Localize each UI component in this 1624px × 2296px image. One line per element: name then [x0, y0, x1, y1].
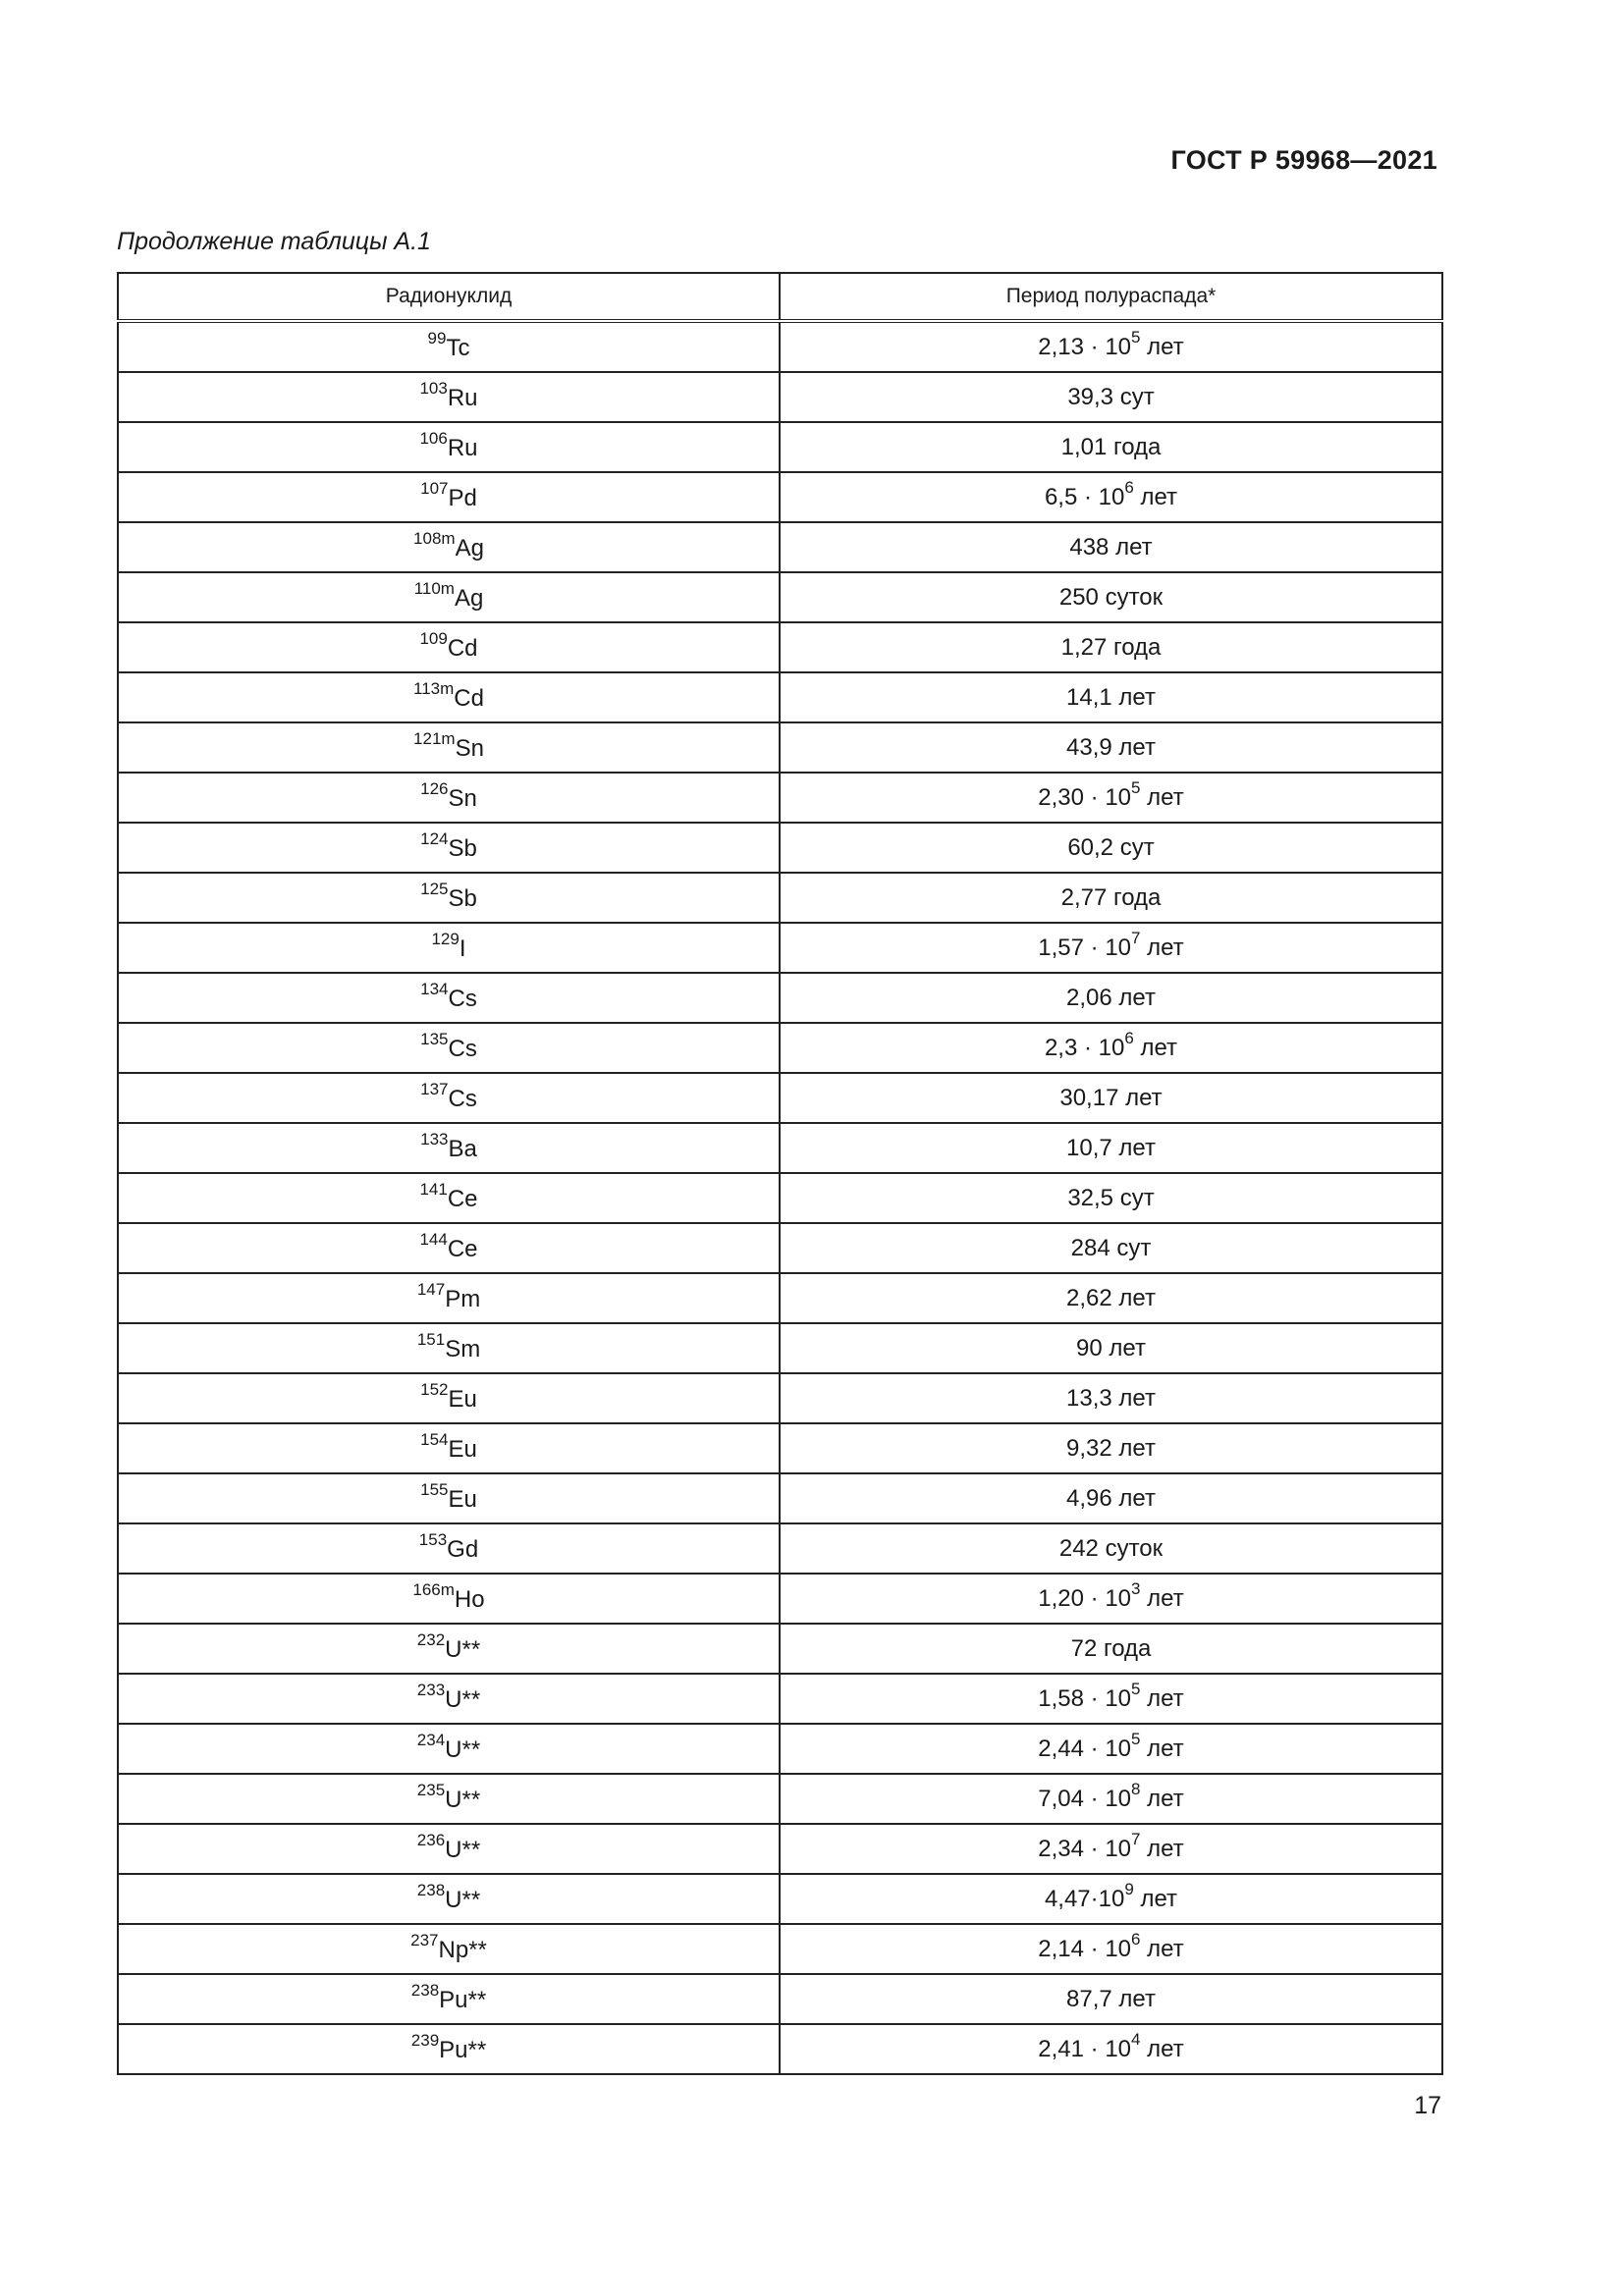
element-symbol: Sb: [448, 834, 477, 862]
mass-number: 121m: [413, 728, 456, 748]
mass-number: 134: [420, 979, 449, 998]
power-base: 10: [1105, 1584, 1132, 1612]
half-life-exponent: 8: [1131, 1779, 1141, 1798]
table-row: [118, 1123, 1442, 1173]
table-row: [118, 1824, 1442, 1874]
table-row: [118, 973, 1442, 1023]
table-row: [118, 1273, 1442, 1323]
radionuclide-cell: [118, 1774, 780, 1824]
half-life-exponent: 5: [1131, 1679, 1141, 1698]
column-header-half-life: Период полураспада*: [780, 273, 1442, 321]
power-base: 10: [1105, 783, 1132, 811]
half-life-exponent: 5: [1131, 777, 1141, 797]
document-code: ГОСТ Р 59968—2021: [1170, 145, 1437, 175]
mass-number: 233: [416, 1680, 446, 1699]
radionuclide-cell: [118, 1223, 780, 1273]
half-life-cell: [780, 1073, 1442, 1123]
half-life-exponent: 6: [1124, 477, 1134, 497]
radionuclide-cell: [118, 1874, 780, 1924]
element-symbol: U**: [445, 1685, 481, 1713]
mass-number: 107: [420, 478, 449, 498]
radionuclide-cell: [118, 1023, 780, 1073]
half-life-cell: [780, 422, 1442, 472]
half-life-cell: [780, 1724, 1442, 1774]
mass-number: 106: [419, 428, 448, 448]
multiplication-dot: ·: [1084, 333, 1106, 360]
multiplication-dot: ·: [1084, 1835, 1106, 1862]
half-life-unit: лет: [1140, 483, 1178, 510]
half-life-mantissa: 1,57: [1038, 934, 1084, 961]
mass-number: 239: [410, 2030, 440, 2050]
half-life-value: 284 сут: [1070, 1234, 1152, 1261]
half-life-cell: [780, 1624, 1442, 1674]
half-life-mantissa: 2,44: [1038, 1735, 1084, 1762]
half-life-cell: [780, 672, 1442, 722]
mass-number: 234: [416, 1730, 446, 1749]
table-header-row: [118, 273, 1442, 321]
power-base: 10: [1105, 1785, 1132, 1812]
element-symbol: Ho: [454, 1585, 485, 1613]
half-life-exponent: 3: [1131, 1578, 1141, 1598]
table-row: [118, 672, 1442, 722]
half-life-cell: [780, 873, 1442, 923]
half-life-exponent: 5: [1131, 1729, 1141, 1748]
half-life-unit: лет: [1147, 934, 1184, 961]
half-life-value: 32,5 сут: [1067, 1184, 1155, 1211]
radionuclide-cell: [118, 472, 780, 522]
half-life-cell: [780, 923, 1442, 973]
radionuclide-cell: [118, 1924, 780, 1974]
table-row: [118, 321, 1442, 372]
half-life-cell: [780, 1824, 1442, 1874]
element-symbol: Sn: [448, 784, 477, 812]
power-base: 10: [1098, 1885, 1125, 1912]
element-symbol: U**: [445, 1786, 481, 1813]
half-life-cell: [780, 321, 1442, 372]
radionuclide-cell: [118, 522, 780, 572]
half-life-cell: [780, 1974, 1442, 2024]
table-row: [118, 2024, 1442, 2074]
mass-number: 124: [420, 828, 449, 848]
mass-number: 108m: [413, 528, 456, 548]
radionuclide-cell: [118, 1273, 780, 1323]
table-row: [118, 823, 1442, 873]
power-base: 10: [1105, 1684, 1132, 1712]
half-life-mantissa: 1,20: [1038, 1584, 1084, 1612]
half-life-exponent: 4: [1131, 2029, 1141, 2049]
half-life-value: 72 года: [1070, 1634, 1152, 1662]
half-life-mantissa: 2,13: [1038, 333, 1084, 360]
table-row: [118, 1574, 1442, 1624]
mass-number: 151: [416, 1329, 446, 1349]
half-life-unit: лет: [1140, 1034, 1178, 1061]
half-life-value: 60,2 сут: [1067, 833, 1155, 861]
radionuclide-cell: [118, 1824, 780, 1874]
half-life-mantissa: 2,3: [1044, 1034, 1078, 1061]
mass-number: 155: [420, 1479, 449, 1499]
power-base: 10: [1105, 1835, 1132, 1862]
half-life-mantissa: 2,30: [1038, 783, 1084, 811]
element-symbol: U**: [445, 1635, 481, 1663]
half-life-exponent: 6: [1124, 1028, 1134, 1047]
radionuclide-cell: [118, 873, 780, 923]
half-life-value: 242 суток: [1058, 1534, 1164, 1562]
multiplication-dot: ·: [1084, 1584, 1106, 1612]
power-base: 10: [1105, 934, 1132, 961]
table-row: [118, 1073, 1442, 1123]
mass-number: 237: [410, 1930, 439, 1949]
radionuclide-cell: [118, 321, 780, 372]
radionuclide-cell: [118, 773, 780, 823]
radionuclide-cell: [118, 1073, 780, 1123]
element-symbol: Sb: [448, 884, 477, 912]
multiplication-dot: ·: [1084, 2035, 1106, 2062]
radionuclide-cell: [118, 1724, 780, 1774]
radionuclide-cell: [118, 622, 780, 672]
table-row: [118, 572, 1442, 622]
mass-number: 166m: [412, 1579, 455, 1599]
half-life-unit: лет: [1147, 783, 1184, 811]
multiplication-dot: ·: [1077, 1034, 1099, 1061]
half-life-cell: [780, 2024, 1442, 2074]
half-life-cell: [780, 1924, 1442, 1974]
table-continuation-caption: Продолжение таблицы А.1: [117, 228, 431, 255]
half-life-cell: [780, 522, 1442, 572]
half-life-cell: [780, 1123, 1442, 1173]
table-row: [118, 1023, 1442, 1073]
element-symbol: Cs: [448, 985, 477, 1012]
mass-number: 129: [431, 929, 460, 948]
mass-number: 103: [419, 378, 448, 398]
half-life-unit: лет: [1147, 1785, 1184, 1812]
half-life-value: 87,7 лет: [1066, 1985, 1156, 2012]
multiplication-dot: ·: [1084, 1785, 1106, 1812]
radionuclide-cell: [118, 1523, 780, 1574]
element-symbol: Cs: [448, 1085, 477, 1112]
element-symbol: Eu: [448, 1385, 477, 1413]
half-life-unit: лет: [1147, 1835, 1184, 1862]
radionuclide-cell: [118, 1173, 780, 1223]
half-life-mantissa: 6,5: [1044, 483, 1078, 510]
power-base: 10: [1105, 2035, 1132, 2062]
mass-number: 110m: [413, 578, 455, 598]
half-life-value: 2,06 лет: [1066, 984, 1156, 1011]
half-life-value: 13,3 лет: [1066, 1384, 1156, 1412]
mass-number: 125: [420, 879, 449, 898]
radionuclide-cell: [118, 672, 780, 722]
element-symbol: Pu**: [439, 2036, 487, 2063]
table-row: [118, 722, 1442, 773]
mass-number: 153: [418, 1529, 448, 1549]
mass-number: 152: [420, 1379, 449, 1399]
radionuclide-cell: [118, 372, 780, 422]
power-base: 10: [1105, 1735, 1132, 1762]
half-life-unit: лет: [1147, 1935, 1184, 1962]
element-symbol: Ru: [447, 434, 478, 461]
half-life-exponent: 6: [1131, 1929, 1141, 1949]
table-row: [118, 1674, 1442, 1724]
half-life-unit: лет: [1147, 333, 1184, 360]
half-life-exponent: 9: [1124, 1879, 1134, 1898]
half-life-value: 1,01 года: [1060, 433, 1162, 460]
radionuclide-cell: [118, 722, 780, 773]
element-symbol: U**: [445, 1886, 481, 1913]
multiplication-dot: ·: [1077, 483, 1099, 510]
radionuclide-cell: [118, 2024, 780, 2074]
element-symbol: Eu: [448, 1485, 477, 1513]
table-row: [118, 472, 1442, 522]
half-life-value: 2,62 лет: [1066, 1284, 1156, 1311]
multiplication-dot: ·: [1084, 1735, 1106, 1762]
half-life-cell: [780, 1373, 1442, 1423]
table-row: [118, 1774, 1442, 1824]
mass-number: 238: [410, 1980, 440, 2000]
half-life-cell: [780, 823, 1442, 873]
table-row: [118, 923, 1442, 973]
element-symbol: Ag: [455, 534, 484, 561]
multiplication-dot: ·: [1084, 1935, 1106, 1962]
element-symbol: Cd: [447, 634, 478, 662]
half-life-cell: [780, 722, 1442, 773]
half-life-exponent: 7: [1131, 1829, 1141, 1848]
table-row: [118, 1223, 1442, 1273]
mass-number: 109: [419, 628, 448, 648]
table-row: [118, 372, 1442, 422]
element-symbol: Sm: [445, 1335, 481, 1362]
mass-number: 133: [420, 1129, 449, 1148]
multiplication-dot: ·: [1090, 1885, 1099, 1912]
element-symbol: U**: [445, 1735, 481, 1763]
element-symbol: Sn: [455, 734, 484, 762]
element-symbol: I: [459, 934, 466, 962]
table-row: [118, 1974, 1442, 2024]
half-life-value: 10,7 лет: [1066, 1134, 1156, 1161]
table-row: [118, 1724, 1442, 1774]
mass-number: 126: [420, 778, 449, 798]
multiplication-dot: ·: [1084, 934, 1106, 961]
half-life-mantissa: 2,34: [1038, 1835, 1084, 1862]
element-symbol: Cs: [448, 1035, 477, 1062]
half-life-mantissa: 4,47: [1044, 1885, 1091, 1912]
element-symbol: Np**: [438, 1936, 487, 1963]
multiplication-dot: ·: [1084, 1684, 1106, 1712]
radionuclide-cell: [118, 1373, 780, 1423]
radionuclide-cell: [118, 422, 780, 472]
power-base: 10: [1105, 333, 1132, 360]
half-life-mantissa: 2,41: [1038, 2035, 1084, 2062]
element-symbol: Ce: [447, 1235, 478, 1262]
page-number: 17: [1414, 2092, 1441, 2119]
column-header-radionuclide: Радионуклид: [118, 273, 780, 321]
element-symbol: Pd: [448, 484, 477, 511]
table-row: [118, 773, 1442, 823]
half-life-unit: лет: [1140, 1885, 1178, 1912]
mass-number: 99: [427, 328, 447, 347]
half-life-cell: [780, 1173, 1442, 1223]
half-life-cell: [780, 1574, 1442, 1624]
table-row: [118, 1924, 1442, 1974]
half-life-cell: [780, 1674, 1442, 1724]
half-life-cell: [780, 773, 1442, 823]
element-symbol: Gd: [447, 1535, 479, 1563]
half-life-cell: [780, 1223, 1442, 1273]
radionuclide-cell: [118, 1123, 780, 1173]
half-life-cell: [780, 572, 1442, 622]
element-symbol: Tc: [446, 334, 470, 361]
radionuclide-cell: [118, 1423, 780, 1473]
radionuclide-cell: [118, 1574, 780, 1624]
table-body: [118, 321, 1442, 2074]
half-life-cell: [780, 973, 1442, 1023]
table-row: [118, 1473, 1442, 1523]
half-life-value: 2,77 года: [1060, 883, 1162, 911]
half-life-cell: [780, 372, 1442, 422]
half-life-cell: [780, 1023, 1442, 1073]
table-row: [118, 522, 1442, 572]
element-symbol: Ba: [448, 1135, 477, 1162]
element-symbol: Ce: [447, 1185, 478, 1212]
half-life-exponent: 7: [1131, 928, 1141, 947]
half-life-value: 43,9 лет: [1066, 733, 1156, 761]
half-life-unit: лет: [1147, 1584, 1184, 1612]
mass-number: 238: [416, 1880, 446, 1899]
half-life-cell: [780, 1523, 1442, 1574]
half-life-cell: [780, 1323, 1442, 1373]
half-life-cell: [780, 1423, 1442, 1473]
table-row: [118, 1523, 1442, 1574]
element-symbol: Pu**: [439, 1986, 487, 2013]
element-symbol: U**: [445, 1836, 481, 1863]
half-life-mantissa: 1,58: [1038, 1684, 1084, 1712]
power-base: 10: [1098, 483, 1125, 510]
radionuclide-cell: [118, 973, 780, 1023]
half-life-unit: лет: [1147, 1735, 1184, 1762]
radionuclide-cell: [118, 1974, 780, 2024]
mass-number: 113m: [413, 678, 455, 698]
radionuclide-cell: [118, 1624, 780, 1674]
mass-number: 236: [416, 1830, 446, 1849]
mass-number: 144: [419, 1229, 448, 1249]
half-life-cell: [780, 1473, 1442, 1523]
mass-number: 147: [416, 1279, 446, 1299]
table-row: [118, 1323, 1442, 1373]
mass-number: 137: [420, 1079, 449, 1098]
table-row: [118, 1624, 1442, 1674]
radionuclide-cell: [118, 1323, 780, 1373]
mass-number: 141: [419, 1179, 448, 1199]
table-row: [118, 1874, 1442, 1924]
element-symbol: Pm: [445, 1285, 481, 1312]
half-life-value: 438 лет: [1069, 533, 1153, 561]
element-symbol: Ag: [454, 584, 484, 612]
half-life-exponent: 5: [1131, 327, 1141, 347]
element-symbol: Ru: [447, 384, 478, 411]
radionuclide-cell: [118, 923, 780, 973]
half-life-value: 39,3 сут: [1067, 383, 1155, 410]
half-life-value: 1,27 года: [1060, 633, 1162, 661]
half-life-mantissa: 7,04: [1038, 1785, 1084, 1812]
half-life-cell: [780, 622, 1442, 672]
half-life-mantissa: 2,14: [1038, 1935, 1084, 1962]
half-life-cell: [780, 1774, 1442, 1824]
mass-number: 232: [416, 1629, 446, 1649]
radionuclide-cell: [118, 1473, 780, 1523]
radionuclide-cell: [118, 572, 780, 622]
half-life-value: 90 лет: [1076, 1334, 1146, 1362]
table-row: [118, 873, 1442, 923]
table-row: [118, 1373, 1442, 1423]
half-life-cell: [780, 1874, 1442, 1924]
power-base: 10: [1098, 1034, 1125, 1061]
mass-number: 235: [416, 1780, 446, 1799]
half-life-value: 9,32 лет: [1066, 1434, 1156, 1462]
table-row: [118, 1173, 1442, 1223]
half-life-value: 4,96 лет: [1066, 1484, 1156, 1512]
radionuclide-cell: [118, 823, 780, 873]
half-life-cell: [780, 1273, 1442, 1323]
half-life-value: 14,1 лет: [1066, 683, 1156, 711]
element-symbol: Cd: [454, 684, 484, 712]
element-symbol: Eu: [448, 1435, 477, 1463]
half-life-value: 250 суток: [1058, 583, 1164, 611]
half-life-unit: лет: [1147, 1684, 1184, 1712]
multiplication-dot: ·: [1084, 783, 1106, 811]
half-life-unit: лет: [1147, 2035, 1184, 2062]
mass-number: 154: [420, 1429, 449, 1449]
table-row: [118, 422, 1442, 472]
half-life-cell: [780, 472, 1442, 522]
table-row: [118, 622, 1442, 672]
radionuclide-cell: [118, 1674, 780, 1724]
power-base: 10: [1105, 1935, 1132, 1962]
half-life-value: 30,17 лет: [1059, 1084, 1163, 1111]
mass-number: 135: [420, 1029, 449, 1048]
table-row: [118, 1423, 1442, 1473]
half-life-table: [117, 272, 1443, 2075]
